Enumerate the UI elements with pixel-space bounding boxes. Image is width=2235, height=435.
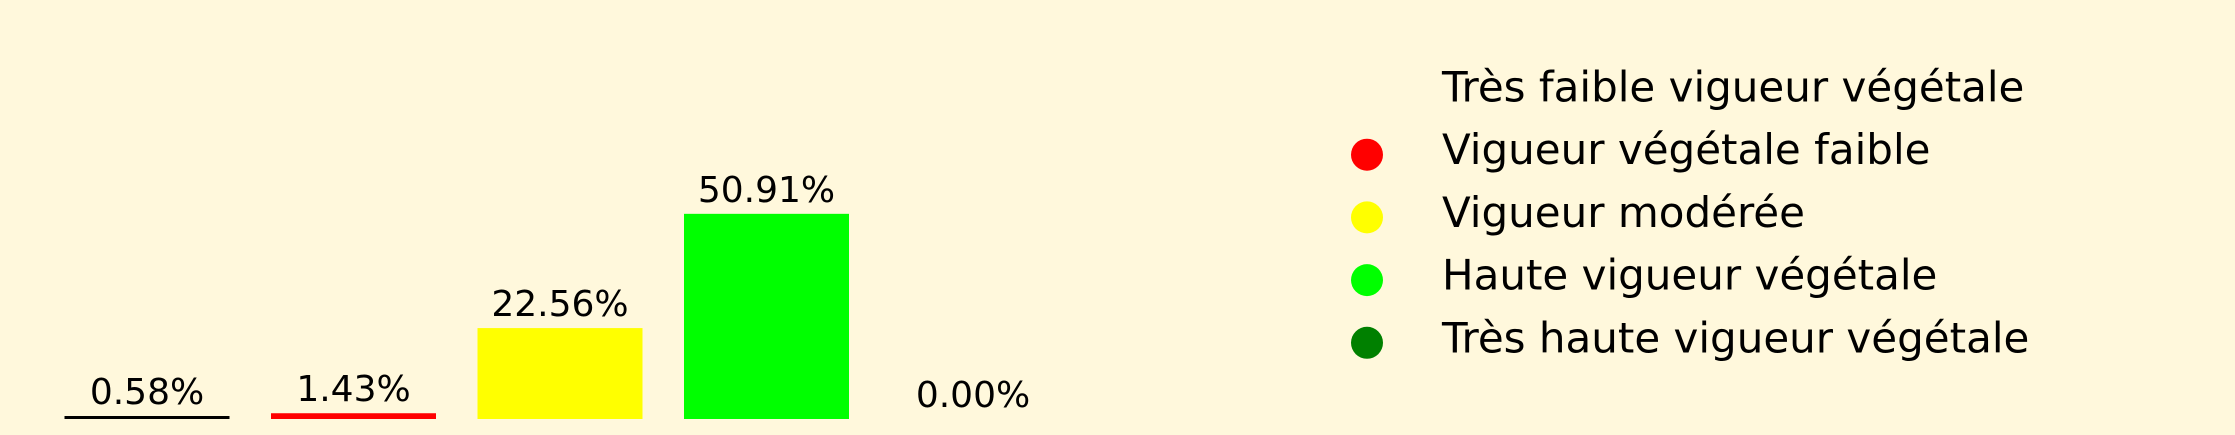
bar-4 [684, 214, 849, 419]
legend-marker-3 [1351, 201, 1383, 233]
bar-2 [271, 413, 436, 419]
bar-value-label-2: 1.43% [296, 369, 411, 411]
bar-1 [65, 416, 230, 419]
legend-marker-2 [1351, 139, 1383, 171]
legend-marker-4 [1351, 264, 1383, 296]
bar-value-label-1: 0.58% [89, 372, 205, 413]
legend-marker-5 [1351, 327, 1383, 359]
legend-label-4: Haute vigueur végétale [1442, 250, 1938, 300]
legend-marker-1 [1351, 76, 1383, 108]
bar-value-label-4: 50.91% [697, 169, 836, 211]
legend-label-1: Très faible vigueur végétale [1442, 62, 2025, 112]
legend-label-2: Vigueur végétale faible [1442, 125, 1931, 175]
bar-value-label-3: 22.56% [491, 284, 629, 326]
legend-label-3: Vigueur modérée [1442, 187, 1805, 237]
legend [1351, 63, 2029, 363]
bar-3 [478, 328, 643, 419]
legend-label-5: Très haute vigueur végétale [1442, 313, 2030, 363]
bar-value-label-5: 0.00% [915, 375, 1031, 416]
